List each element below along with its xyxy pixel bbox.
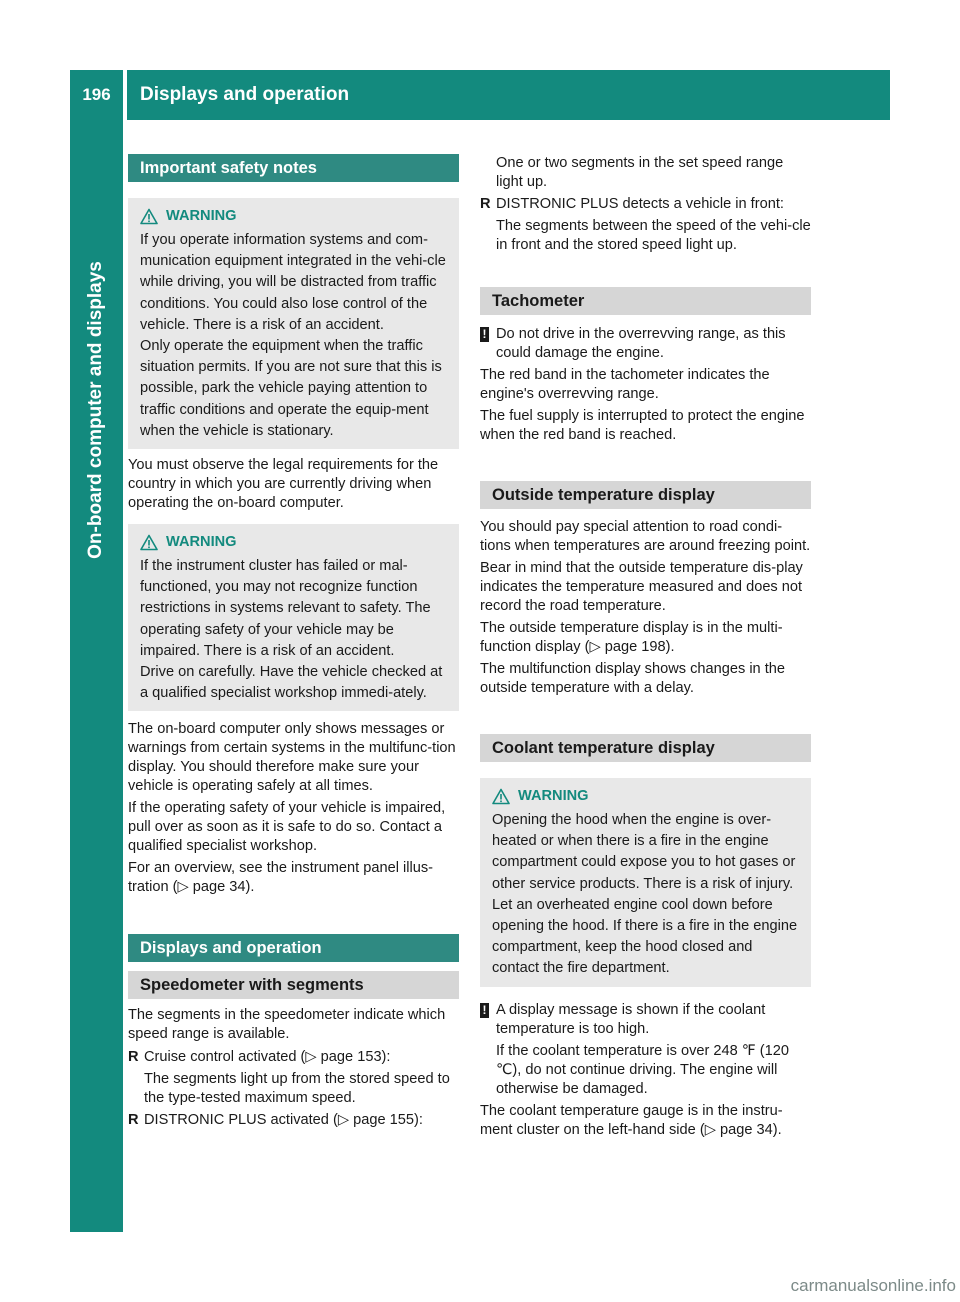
- list-item-text: DISTRONIC PLUS detects a vehicle in front:: [496, 196, 784, 212]
- body-paragraph: The on-board computer only shows messages or warnings from certain systems in the multifunc-tion display. You should therefore make sure your vehicle is operating safely at all times.: [128, 721, 456, 795]
- bullet-marker: R: [128, 1049, 139, 1066]
- right-column: [480, 154, 811, 1140]
- body-paragraph: The coolant temperature gauge is in the instru-ment cluster on the left-hand side (▷ page 34).: [480, 1102, 783, 1138]
- warning-text: Drive on carefully. Have the vehicle checked at a qualified specialist workshop immedi-ately.: [140, 664, 443, 702]
- warning-text: If you operate information systems and com-munication equipment integrated in the vehi-cle while driving, you will be distracted from traffic conditions. You could also lose control of the vehicle. There is a risk of an accident.: [140, 232, 446, 333]
- warning-text: Let an overheated engine cool down before opening the hood. If there is a fire in the engine compartment, keep the hood closed and contact the fire department.: [492, 896, 798, 977]
- warning-box-hood: [480, 778, 811, 987]
- list-item: [128, 1111, 459, 1130]
- body-paragraph: Bear in mind that the outside temperature dis-play indicates the temperature measured and does not record the road temperature.: [480, 560, 803, 614]
- warning-header: [492, 787, 803, 806]
- subsection-heading-speedometer: Speedometer with segments: [128, 971, 459, 999]
- note-text: A display message is shown if the coolant temperature is too high.: [496, 1001, 766, 1037]
- warning-label: WARNING: [166, 208, 237, 224]
- note-item: [480, 1001, 811, 1039]
- warning-box-distraction: [128, 198, 459, 449]
- body-paragraph: You should pay special attention to road condi-tions when temperatures are around freezing point.: [480, 519, 811, 554]
- list-item-detail: One or two segments in the set speed range light up.: [496, 155, 784, 190]
- note-item: [480, 325, 811, 363]
- warning-header: [140, 533, 451, 552]
- note-text: Do not drive in the overrevving range, as this could damage the engine.: [496, 326, 786, 361]
- list-item: [480, 195, 811, 214]
- warning-triangle-icon: [492, 788, 510, 805]
- warning-text: Opening the hood when the engine is over-heated or when there is a fire in the engine compartment could expose you to hot gases or other service products. There is a risk of injury.: [492, 812, 796, 892]
- section-heading-coolant-temperature: Coolant temperature display: [480, 734, 811, 762]
- body-paragraph: The outside temperature display is in the multi-function display (▷ page 198).: [480, 620, 783, 655]
- watermark: carmanualsonline.info: [790, 1276, 956, 1295]
- list-item-detail: The segments light up from the stored speed to the type-tested maximum speed.: [144, 1071, 450, 1107]
- list-item: [128, 1048, 459, 1067]
- exclamation-note-icon: !: [480, 327, 489, 342]
- warning-text: If the instrument cluster has failed or mal-functioned, you may not recognize function restrictions in systems relevant to safety. The operating safety of your vehicle may be impaired. There is a risk of an accident.: [140, 558, 431, 659]
- warning-text: Only operate the equipment when the traffic situation permits. If you are not sure that this is possible, park the vehicle paying attention to traffic conditions and operate the equip-ment when the vehicle is stationary.: [140, 338, 442, 439]
- body-paragraph: The red band in the tachometer indicates the engine's overrevving range.: [480, 367, 770, 402]
- section-heading-safety: Important safety notes: [128, 154, 459, 182]
- note-detail: If the coolant temperature is over 248 ℉ (120 ℃), do not continue driving. The engine will otherwise be damaged.: [496, 1042, 789, 1097]
- list-item-text: Cruise control activated (▷ page 153):: [144, 1049, 391, 1066]
- page-number: 196: [82, 85, 111, 104]
- list-item-detail: The segments between the speed of the vehi-cle in front and the stored speed light up.: [496, 218, 811, 253]
- page-title: Displays and operation: [140, 84, 350, 105]
- warning-header: [140, 207, 451, 226]
- bullet-marker: R: [128, 1112, 139, 1129]
- warning-label: WARNING: [166, 534, 237, 551]
- body-paragraph: The segments in the speedometer indicate which speed range is available.: [128, 1007, 446, 1043]
- warning-label: WARNING: [518, 788, 589, 804]
- section-heading-outside-temperature: Outside temperature display: [480, 481, 811, 509]
- header-divider: [123, 70, 127, 120]
- warning-box-instrument-cluster: [128, 524, 459, 711]
- body-paragraph: If the operating safety of your vehicle is impaired, pull over as soon as it is safe to do so. Contact a qualified specialist workshop.: [128, 800, 446, 855]
- list-item-text: DISTRONIC PLUS activated (▷ page 155):: [144, 1112, 423, 1129]
- section-heading-tachometer: Tachometer: [480, 287, 811, 315]
- exclamation-note-icon: !: [480, 1003, 489, 1018]
- section-heading-displays: Displays and operation: [128, 934, 459, 962]
- bullet-marker: R: [480, 196, 491, 212]
- body-paragraph: For an overview, see the instrument panel illus-tration (▷ page 34).: [128, 860, 433, 896]
- body-paragraph: The multifunction display shows changes in the outside temperature with a delay.: [480, 661, 786, 696]
- body-paragraph: The fuel supply is interrupted to protect the engine when the red band is reached.: [480, 408, 805, 443]
- left-column: [128, 154, 459, 1130]
- warning-triangle-icon: [140, 208, 158, 225]
- chapter-side-marker: [70, 1190, 123, 1232]
- body-paragraph: You must observe the legal requirements for the country in which you are currently driving when operating the on-board computer.: [128, 457, 439, 512]
- warning-triangle-icon: [140, 534, 158, 551]
- chapter-side-tab-label: On-board computer and displays: [85, 261, 106, 559]
